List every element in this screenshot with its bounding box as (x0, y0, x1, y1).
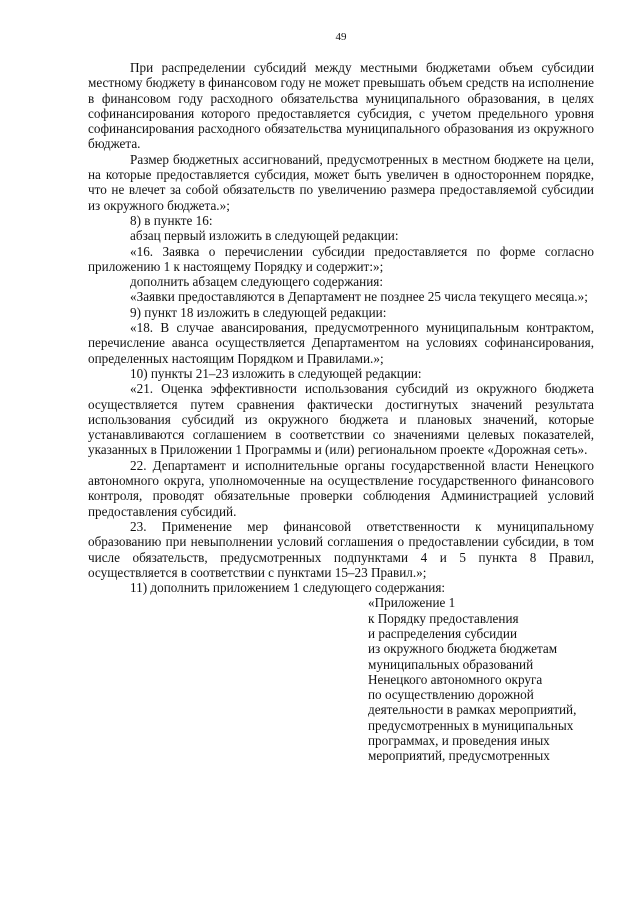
appendix-line: муниципальных образований (368, 656, 534, 672)
paragraph-budget-allocations: Размер бюджетных ассигнований, предусмотренных в местном бюджете на цели, на которые предоставляется субсидия, может быть увеличен в одностороннем порядке, что не влечет за собой обязательств по увеличению размера предоставляемой субсидии из окружного бюджета.»; (88, 151, 594, 213)
paragraph-point-21: «21. Оценка эффективности использования субсидий из окружного бюджета осуществляется путем сравнения фактически достигнутых значений результата использования субсидий из окружного бюджета и плановых значений, которые устанавливаются соглашением в соответствии со значениями целевых показателей, указанных в Приложении 1 Программы и (или) региональном проекте «Дорожная сеть». (88, 381, 594, 458)
document-body (88, 60, 594, 595)
paragraph-item-10: 10) пункты 21–23 изложить в следующей редакции: (130, 365, 422, 381)
paragraph-subsidy-distribution: При распределении субсидий между местными бюджетами объем субсидии местному бюджету в финансовом году не может превышать объем средств на исполнение в финансовом году расходного обязательства муниципального образования, в целях софинансирования которого предоставляется субсидия, с учетом предельного уровня софинансирования расходного обязательства муниципального образования из окружного бюджета. (88, 60, 594, 152)
appendix-line: к Порядку предоставления (368, 610, 519, 626)
appendix-line: из окружного бюджета бюджетам (368, 641, 558, 657)
appendix-line: программах, и проведения иных (368, 733, 550, 749)
paragraph-item-9: 9) пункт 18 изложить в следующей редакции: (130, 304, 387, 320)
paragraph-point-16: «16. Заявка о перечислении субсидии предоставляется по форме согласно приложению 1 к настоящему Порядку и содержит:»; (88, 243, 594, 274)
paragraph-item-8: 8) в пункте 16: (130, 212, 213, 228)
paragraph-point-23: 23. Применение мер финансовой ответственности к муниципальному образованию при невыполнении условий соглашения о предоставлении субсидии, в том числе обязательств, предусмотренных подпунктами 4 и 5 пункта 8 Правил, осуществляется в соответствии с пунктами 15–23 Правил.»; (88, 518, 594, 580)
paragraph-item-11: 11) дополнить приложением 1 следующего содержания: (130, 580, 446, 596)
appendix-line: мероприятий, предусмотренных (368, 748, 550, 764)
paragraph-point-22: 22. Департамент и исполнительные органы государственной власти Ненецкого автономного округа, уполномоченные на осуществление государственного финансового контроля, проводят обязательные проверки соблюдения Администрацией условий предоставления субсидий. (88, 457, 594, 519)
appendix-line: и распределения субсидии (368, 625, 518, 641)
paragraph-first-abzac: абзац первый изложить в следующей редакции: (130, 228, 399, 244)
page-number: 49 (335, 31, 347, 43)
paragraph-add-abzac: дополнить абзацем следующего содержания: (130, 274, 384, 290)
appendix-line: деятельности в рамках мероприятий, (368, 702, 577, 718)
appendix-line: Ненецкого автономного округа (368, 671, 543, 687)
appendix-line: по осуществлению дорожной (368, 687, 534, 703)
appendix-header (368, 595, 594, 763)
appendix-line: «Приложение 1 (368, 595, 456, 611)
appendix-line: предусмотренных в муниципальных (368, 717, 574, 733)
paragraph-applications-deadline: «Заявки предоставляются в Департамент не позднее 25 числа текущего месяца.»; (130, 289, 588, 305)
paragraph-point-18: «18. В случае авансирования, предусмотренного муниципальным контрактом, перечисление аванса осуществляется Департаментом на условиях софинансирования, определенных настоящим Порядком и Правилами.»; (88, 320, 594, 366)
